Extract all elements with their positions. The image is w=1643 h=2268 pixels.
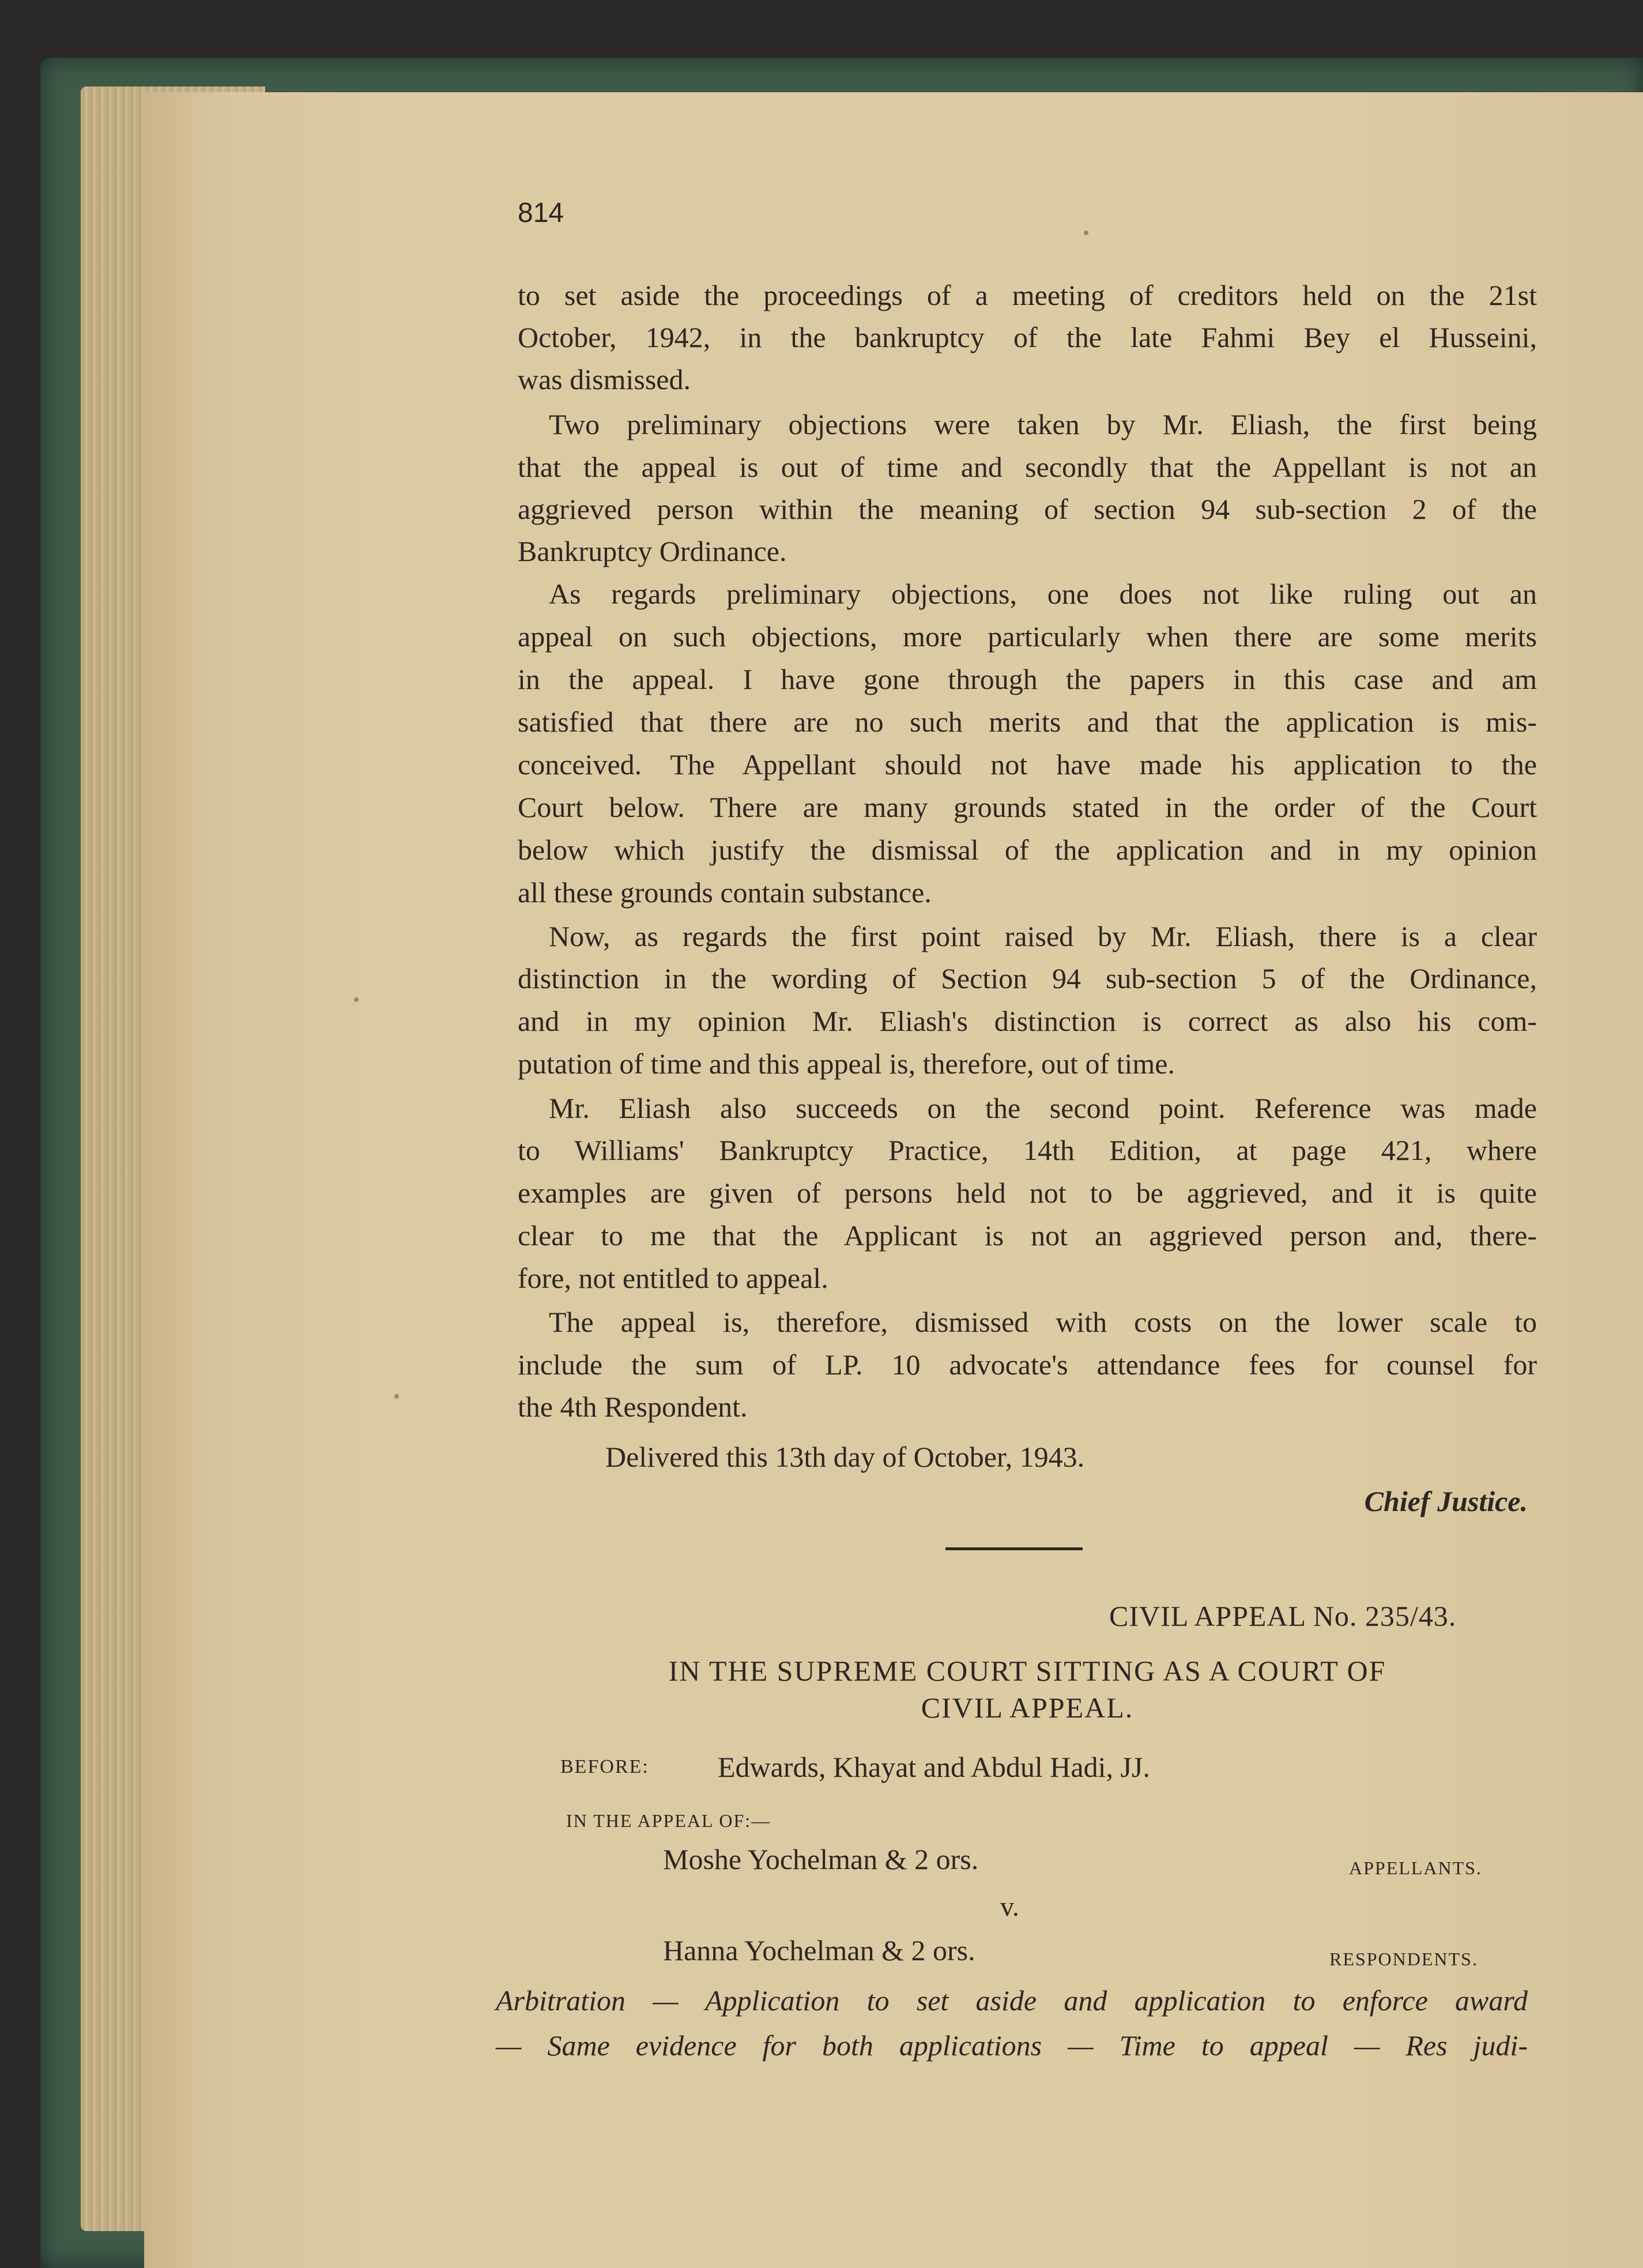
body-line: October, 1942, in the bankruptcy of the late Fahmi Bey el Husseini, <box>518 321 1537 353</box>
delivered-date: Delivered this 13th day of October, 1943. <box>605 1441 1085 1473</box>
body-line: appeal on such objections, more particularly when there are some merits <box>518 620 1537 653</box>
body-line: satisfied that there are no such merits and that the application is mis- <box>518 706 1537 738</box>
body-line: Now, as regards the first point raised by Mr. Eliash, there is a clear <box>549 920 1537 952</box>
versus: v. <box>1000 1892 1019 1922</box>
court-title <box>518 1652 1537 1726</box>
body-line: was dismissed. <box>518 363 691 395</box>
court-title-line: IN THE SUPREME COURT SITTING AS A COURT OF <box>668 1655 1386 1687</box>
body-line: distinction in the wording of Section 94 sub-section 5 of the Ordinance, <box>518 962 1537 994</box>
respondent-name: Hanna Yochelman & 2 ors. <box>663 1934 975 1966</box>
page-number: 814 <box>518 198 564 228</box>
judges: Edwards, Khayat and Abdul Hadi, JJ. <box>718 1751 1150 1783</box>
body-line: conceived. The Appellant should not have made his application to the <box>518 748 1537 781</box>
paper-speck <box>394 1394 399 1399</box>
respondents-label: RESPONDENTS. <box>1329 1949 1478 1969</box>
paper-speck <box>1084 231 1088 235</box>
case-number: CIVIL APPEAL No. 235/43. <box>1109 1600 1457 1632</box>
body-line: Two preliminary objections were taken by Mr. Eliash, the first being <box>549 408 1537 440</box>
signature: Chief Justice. <box>1364 1485 1528 1517</box>
body-line: aggrieved person within the meaning of section 94 sub-section 2 of the <box>518 493 1537 525</box>
body-line: the 4th Respondent. <box>518 1391 748 1423</box>
section-separator <box>945 1547 1083 1550</box>
paper-speck <box>354 997 359 1002</box>
body-line: Mr. Eliash also succeeds on the second point. Reference was made <box>549 1092 1537 1124</box>
before-label: BEFORE: <box>560 1756 649 1777</box>
court-title-line: CIVIL APPEAL. <box>921 1691 1134 1724</box>
headnote-line: Arbitration — Application to set aside and application to enforce award <box>496 1984 1528 2017</box>
body-line: The appeal is, therefore, dismissed with costs on the lower scale to <box>549 1306 1537 1338</box>
body-line: putation of time and this appeal is, therefore, out of time. <box>518 1048 1175 1080</box>
body-line: below which justify the dismissal of the application and in my opinion <box>518 834 1537 866</box>
appellant-name: Moshe Yochelman & 2 ors. <box>663 1843 979 1875</box>
appellants-label: APPELLANTS. <box>1349 1858 1482 1878</box>
body-line: to set aside the proceedings of a meeting of creditors held on the 21st <box>518 279 1537 311</box>
body-line: As regards preliminary objections, one does not like ruling out an <box>549 578 1537 610</box>
body-line: fore, not entitled to appeal. <box>518 1262 828 1294</box>
body-line: clear to me that the Applicant is not an aggrieved person and, there- <box>518 1219 1537 1252</box>
signature-block <box>518 1485 1528 1520</box>
body-line: Court below. There are many grounds stated in the order of the Court <box>518 791 1537 823</box>
body-line: Bankruptcy Ordinance. <box>518 535 787 567</box>
body-line: that the appeal is out of time and secondly that the Appellant is not an <box>518 451 1537 483</box>
body-line: include the sum of LP. 10 advocate's attendance fees for counsel for <box>518 1348 1537 1381</box>
appeal-of-label: IN THE APPEAL OF:— <box>566 1810 771 1831</box>
body-line: in the appeal. I have gone through the papers in this case and am <box>518 663 1537 695</box>
body-line: and in my opinion Mr. Eliash's distinction is correct as also his com- <box>518 1005 1537 1037</box>
headnote-line: — Same evidence for both applications — Time to appeal — Res judi- <box>496 2029 1528 2062</box>
body-line: to Williams' Bankruptcy Practice, 14th Edition, at page 421, where <box>518 1134 1537 1166</box>
body-line: examples are given of persons held not to be aggrieved, and it is quite <box>518 1177 1537 1209</box>
body-line: all these grounds contain substance. <box>518 876 932 909</box>
